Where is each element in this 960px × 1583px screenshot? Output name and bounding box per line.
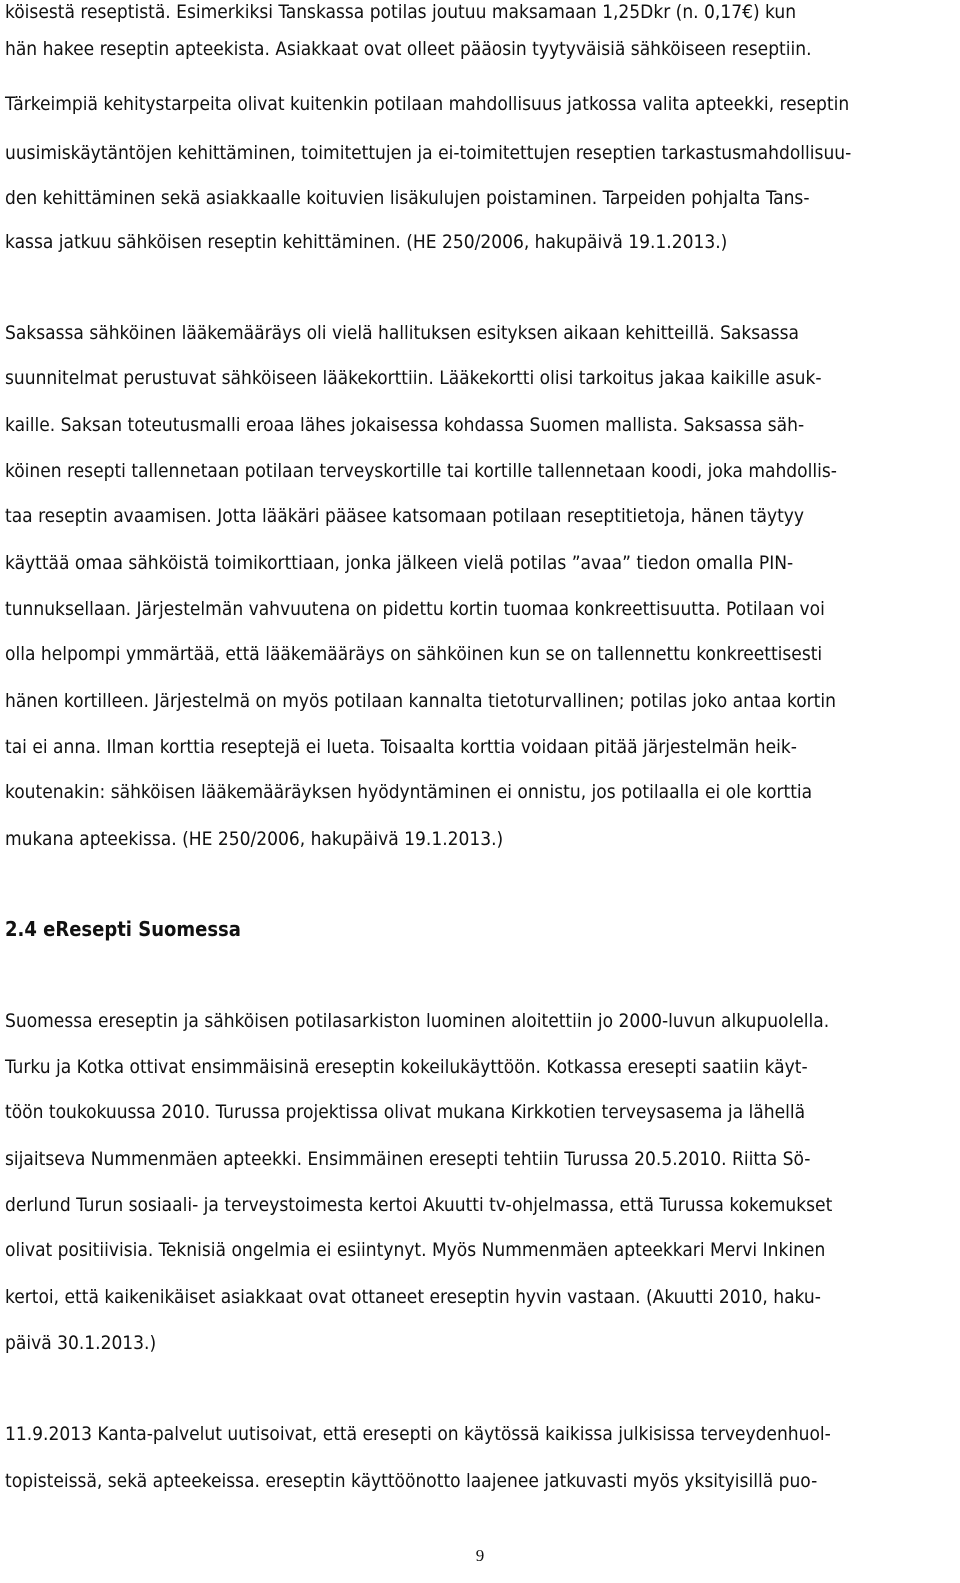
paragraph-line: sijaitseva Nummenmäen apteekki. Ensimmäinen eresepti tehtiin Turussa 20.5.2010. Riitta Sö-: [5, 1148, 811, 1170]
paragraph-line: käyttää omaa sähköistä toimikorttiaan, jonka jälkeen vielä potilas ”avaa” tiedon omalla PIN-: [5, 552, 794, 574]
paragraph-line: olla helpompi ymmärtää, että lääkemääräys on sähköinen kun se on tallennettu konkreettisesti: [5, 643, 823, 665]
paragraph-line: kaille. Saksan toteutusmalli eroaa lähes jokaisessa kohdassa Suomen mallista. Saksassa säh-: [5, 414, 805, 436]
paragraph-line: kassa jatkuu sähköisen reseptin kehittäminen. (HE 250/2006, hakupäivä 19.1.2013.): [5, 231, 728, 253]
paragraph-line: derlund Turun sosiaali- ja terveystoimesta kertoi Akuutti tv-ohjelmassa, että Turussa kokemukset: [5, 1194, 833, 1216]
paragraph-line: taa reseptin avaamisen. Jotta lääkäri pääsee katsomaan potilaan reseptitietoja, hänen täytyy: [5, 505, 805, 527]
paragraph-line: hän hakee reseptin apteekista. Asiakkaat ovat olleet pääosin tyytyväisiä sähköiseen reseptiin.: [5, 38, 812, 60]
paragraph-line: päivä 30.1.2013.): [5, 1332, 157, 1354]
paragraph-line: olivat positiivisia. Teknisiä ongelmia ei esiintynyt. Myös Nummenmäen apteekkari Mervi Inkinen: [5, 1239, 826, 1261]
paragraph-line: töön toukokuussa 2010. Turussa projektissa olivat mukana Kirkkotien terveysasema ja lähellä: [5, 1101, 806, 1123]
paragraph-line: tai ei anna. Ilman korttia reseptejä ei lueta. Toisaalta korttia voidaan pitää järjestelmän heik-: [5, 736, 797, 758]
paragraph-line: suunnitelmat perustuvat sähköiseen lääkekorttiin. Lääkekortti olisi tarkoitus jakaa kaikille asuk-: [5, 367, 822, 389]
section-heading: 2.4 eResepti Suomessa: [5, 917, 241, 941]
paragraph-line: uusimiskäytäntöjen kehittäminen, toimitettujen ja ei-toimitettujen reseptien tarkastusmahdollisuu-: [5, 142, 852, 164]
paragraph-line: Suomessa ereseptin ja sähköisen potilasarkiston luominen aloitettiin jo 2000-luvun alkupuolella.: [5, 1010, 830, 1032]
page-number: 9: [475, 1546, 485, 1565]
paragraph-line: topisteissä, sekä apteekeissa. ereseptin käyttöönotto laajenee jatkuvasti myös yksityisillä puo-: [5, 1470, 818, 1492]
paragraph-line: tunnuksellaan. Järjestelmän vahvuutena on pidettu kortin tuomaa konkreettisuutta. Potilaan voi: [5, 598, 825, 620]
paragraph-line: mukana apteekissa. (HE 250/2006, hakupäivä 19.1.2013.): [5, 828, 504, 850]
paragraph-line: 11.9.2013 Kanta-palvelut uutisoivat, että eresepti on käytössä kaikissa julkisissa terveydenhuol-: [5, 1423, 831, 1445]
paragraph-line: den kehittäminen sekä asiakkaalle koituvien lisäkulujen poistaminen. Tarpeiden pohjalta Tans-: [5, 187, 810, 209]
paragraph-line: Turku ja Kotka ottivat ensimmäisinä ereseptin kokeilukäyttöön. Kotkassa eresepti saatiin käyt-: [5, 1056, 808, 1078]
paragraph-line: koutenakin: sähköisen lääkemääräyksen hyödyntäminen ei onnistu, jos potilaalla ei ole korttia: [5, 781, 813, 803]
paragraph-line: köisestä reseptistä. Esimerkiksi Tanskassa potilas joutuu maksamaan 1,25Dkr (n. 0,17€) kun: [5, 1, 797, 23]
paragraph-line: köinen resepti tallennetaan potilaan terveyskortille tai kortille tallennetaan koodi, joka mahdollis-: [5, 460, 837, 482]
paragraph-line: Tärkeimpiä kehitystarpeita olivat kuitenkin potilaan mahdollisuus jatkossa valita apteekki, reseptin: [5, 93, 850, 115]
paragraph-line: kertoi, että kaikenikäiset asiakkaat ovat ottaneet ereseptin hyvin vastaan. (Akuutti 2010, haku-: [5, 1286, 821, 1308]
paragraph-line: hänen kortilleen. Järjestelmä on myös potilaan kannalta tietoturvallinen; potilas joko antaa kortin: [5, 690, 836, 712]
paragraph-line: Saksassa sähköinen lääkemääräys oli vielä hallituksen esityksen aikaan kehitteillä. Saksassa: [5, 322, 799, 344]
